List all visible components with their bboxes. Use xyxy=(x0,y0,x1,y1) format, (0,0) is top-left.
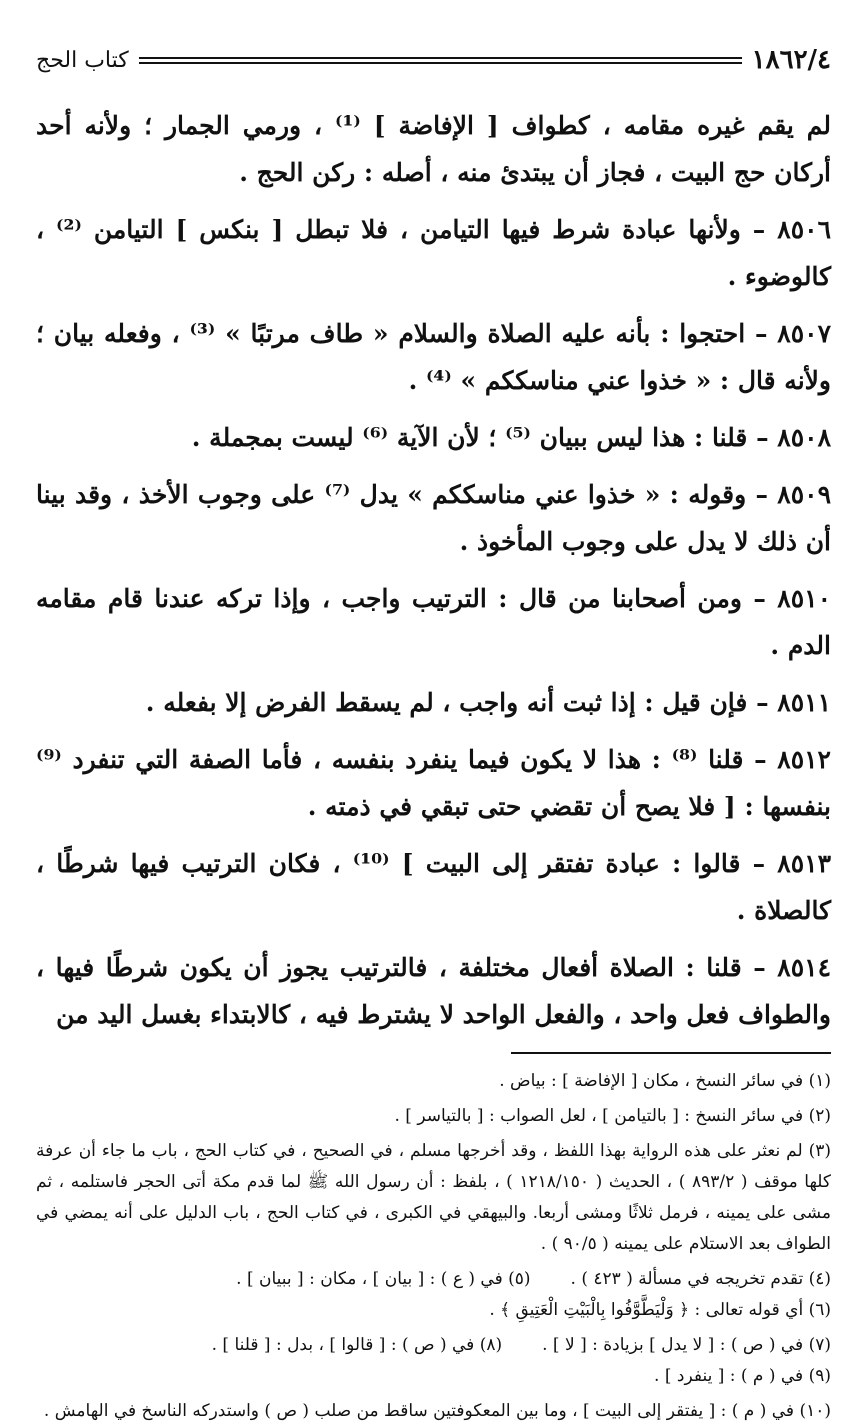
paragraph: ٨٥٠٨ – قلنا : هذا ليس ببيان ⁽⁵⁾ ؛ لأن الآية ⁽⁶⁾ ليست بمجملة . xyxy=(191,423,831,452)
paragraph: ٨٥٠٩ – وقوله : « خذوا عني مناسككم » يدل ⁽⁷⁾ على وجوب الأخذ ، وقد بينا أن ذلك لا يدل على وجوب المأخوذ . xyxy=(36,480,831,556)
footnote-row xyxy=(36,1264,831,1295)
footnotes xyxy=(36,1066,831,1427)
paragraph: ٨٥١٣ – قالوا : عبادة تفتقر إلى البيت ] ⁽¹⁰⁾ ، فكان الترتيب فيها شرطًا ، كالصلاة . xyxy=(36,849,831,925)
paragraph: لم يقم غيره مقامه ، كطواف [ الإفاضة ] ⁽¹⁾ ، ورمي الجمار ؛ ولأنه أحد أركان حج البيت ، فجاز أن يبتدئ منه ، أصله : ركن الحج . xyxy=(36,111,831,187)
footnote: (٤) تقدم تخريجه في مسألة ( ٤٢٣ ) . xyxy=(570,1269,831,1289)
paragraph: ٨٥٠٦ – ولأنها عبادة شرط فيها التيامن ، فلا تبطل [ بنكس ] التيامن ⁽²⁾ ، كالوضوء . xyxy=(36,215,831,291)
footnote: (١) في سائر النسخ ، مكان [ الإفاضة ] : بياض . xyxy=(499,1071,831,1091)
page-number: ١٨٦٢/٤ xyxy=(751,45,831,75)
footnote: (٩) في ( م ) : [ ينفرد ] . xyxy=(654,1366,831,1386)
footnote: (٥) في ( ع ) : [ بيان ] ، مكان : [ ببيان ] . xyxy=(236,1269,531,1289)
paragraph: ٨٥٠٧ – احتجوا : بأنه عليه الصلاة والسلام « طاف مرتبًا » ⁽³⁾ ، وفعله بيان ؛ ولأنه قال : « خذوا عني مناسككم » ⁽⁴⁾ . xyxy=(36,319,831,395)
footnote: (٨) في ( ص ) : [ قالوا ] ، بدل : [ قلنا ] . xyxy=(211,1335,503,1355)
paragraph: ٨٥١٤ – قلنا : الصلاة أفعال مختلفة ، فالترتيب يجوز أن يكون شرطًا فيها ، والطواف فعل واحد ، والفعل الواحد لا يشترط فيه ، كالابتداء بغسل اليد من xyxy=(36,953,831,1029)
footnote: (٧) في ( ص ) : [ لا يدل ] بزيادة : [ لا ] . xyxy=(542,1335,831,1355)
header-rule xyxy=(139,57,742,64)
footnote: (٦) أي قوله تعالى : ﴿ وَلْيَطَّوَّفُوا بِالْبَيْتِ الْعَتِيقِ ﴾ . xyxy=(489,1300,831,1320)
main-text xyxy=(36,102,831,1038)
paragraph: ٨٥١٠ – ومن أصحابنا من قال : الترتيب واجب ، وإذا تركه عندنا قام مقامه الدم . xyxy=(36,584,832,660)
paragraph: ٨٥١١ – فإن قيل : إذا ثبت أنه واجب ، لم يسقط الفرض إلا بفعله . xyxy=(145,688,831,717)
footnote-separator xyxy=(511,1052,831,1054)
footnote: (١٠) في ( م ) : [ يفتقر إلى البيت ] ، وما بين المعكوفتين ساقط من صلب ( ص ) واستدركه الناسخ في الهامش . xyxy=(43,1401,831,1421)
footnote: (٣) لم نعثر على هذه الرواية بهذا اللفظ ، وقد أخرجها مسلم ، في الصحيح ، في كتاب الحج ، باب ما جاء أن عرفة كلها موقف ( ٨٩٣/٢ ) ، الحديث ( ١٢١٨/١٥٠ ) ، بلفظ : أن رسول الله ﷺ لما قدم مكة أتى الحجر فاستلمه ، ثم مشى على يمينه ، فرمل ثلاثًا ومشى أربعا. والبيهقي في الكبرى ، في كتاب الحج ، باب الدليل على أنه يمضي في الطواف بعد الاستلام على يمينه ( ٩٠/٥ ) . xyxy=(36,1141,832,1254)
footnote: (٢) في سائر النسخ : [ بالتيامن ] ، لعل الصواب : [ بالتياسر ] . xyxy=(394,1106,831,1126)
paragraph: ٨٥١٢ – قلنا ⁽⁸⁾ : هذا لا يكون فيما ينفرد بنفسه ، فأما الصفة التي تنفرد ⁽⁹⁾ بنفسها : [ فلا يصح أن تقضي حتى تبقي في ذمته . xyxy=(36,745,831,821)
page-header xyxy=(36,40,831,80)
book-title: كتاب الحج xyxy=(36,47,129,73)
